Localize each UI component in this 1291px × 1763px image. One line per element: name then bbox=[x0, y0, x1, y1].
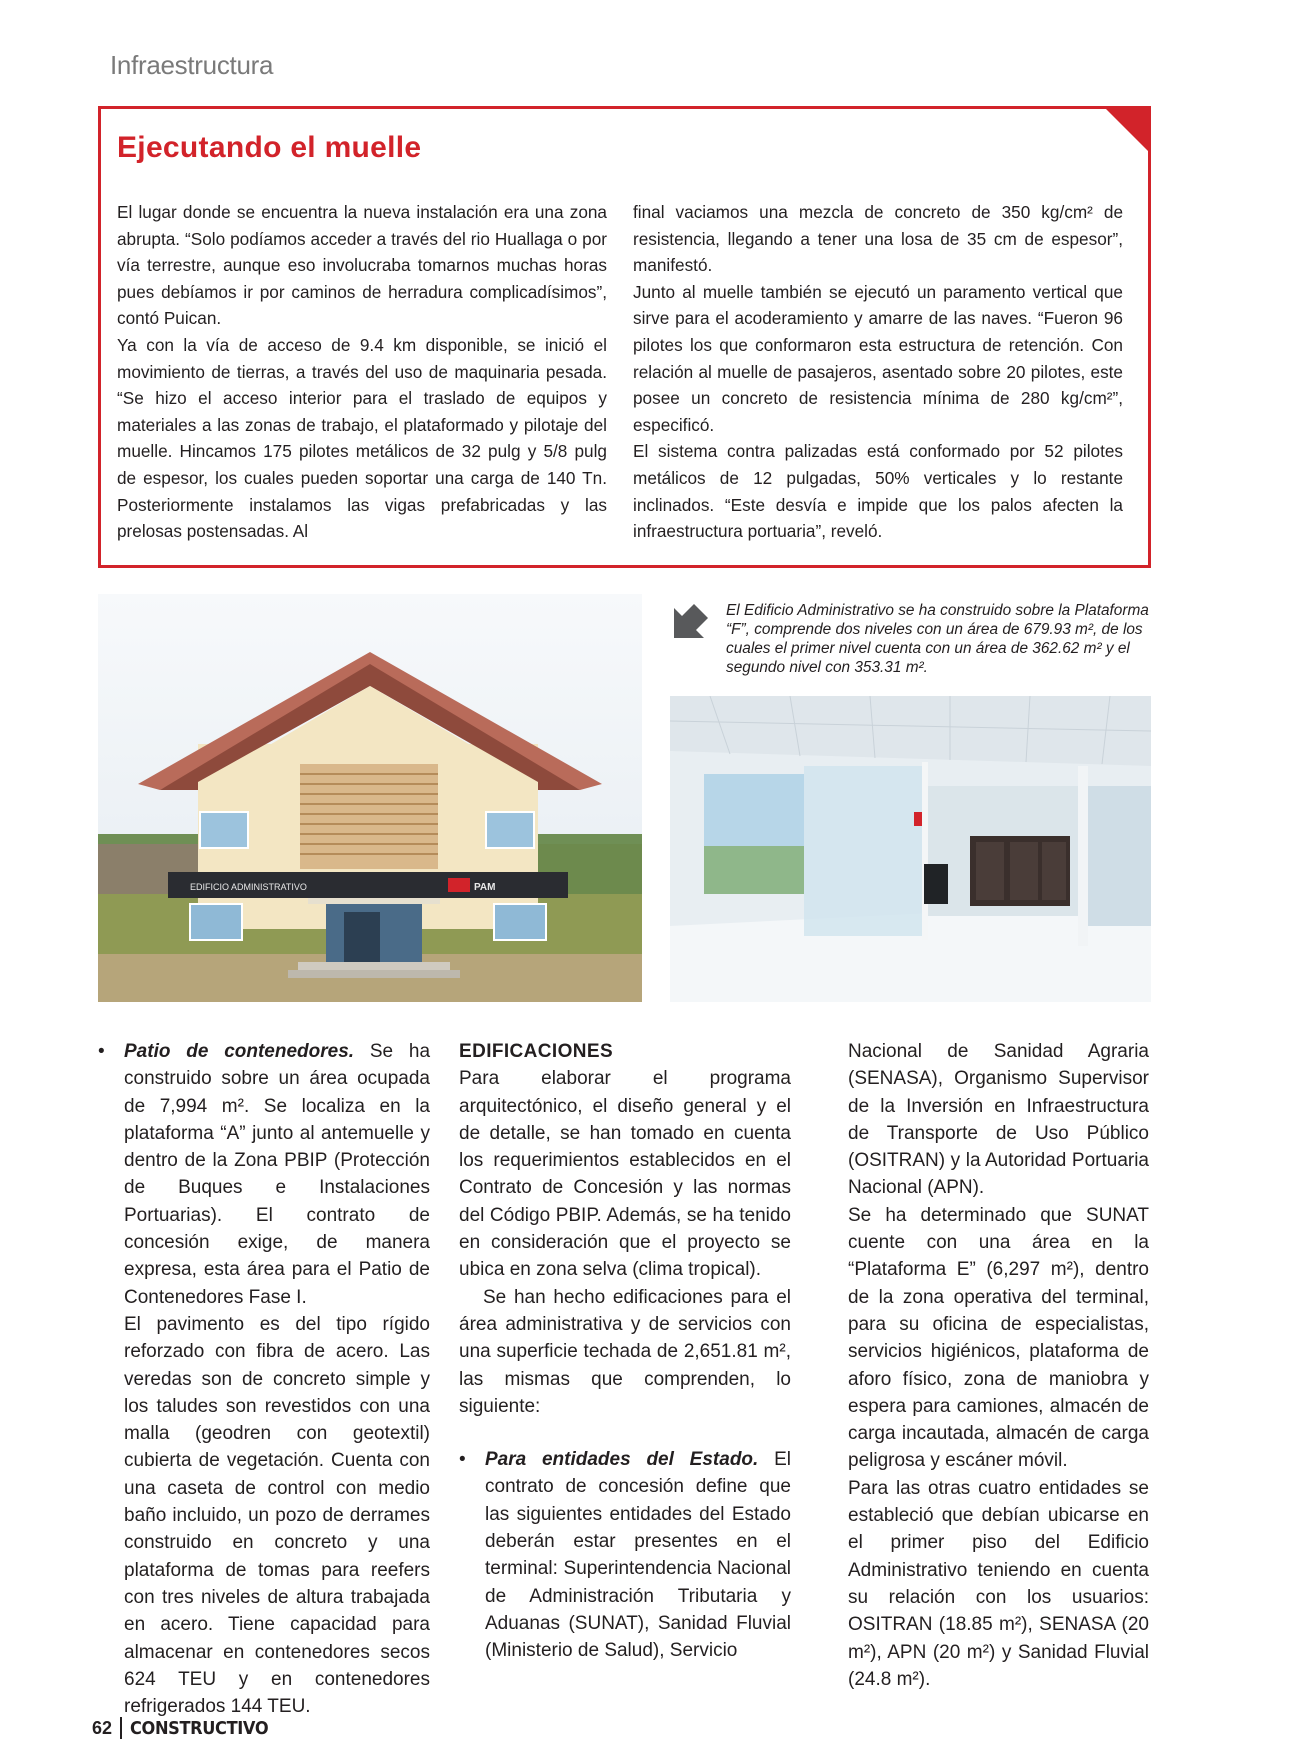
section-heading: EDIFICACIONES bbox=[459, 1041, 614, 1062]
bullet-icon: • bbox=[459, 1449, 466, 1471]
building-sign-left: EDIFICIO ADMINISTRATIVO bbox=[190, 882, 307, 892]
bullet-lead: Patio de contenedores. bbox=[124, 1041, 355, 1062]
box-paragraph: Ya con la vía de acceso de 9.4 km disponible, se inició el movimiento de tierras, a través del uso de maquinaria pesada. “Se hizo el acceso interior para el traslado de equipos y materiales a las zonas de trabajo, el plataformado y pilotaje del muelle. Hincamos 175 pilotes metálicos de 32 pulg y 5/8 pulg de espesor, los cuales pueden soportar una carga de 140 Tn. Posteriormente instalamos las vigas prefabricadas y las prelosas postensadas. Al bbox=[117, 334, 607, 542]
box-paragraph: final vaciamos una mezcla de concreto de 350 kg/cm² de resistencia, llegando a tener una losa de 35 cm de espesor”, manifestó. bbox=[633, 202, 1123, 276]
magazine-name: CONSTRUCTIVO bbox=[130, 1717, 269, 1739]
bullet-lead: Para entidades del Estado. bbox=[485, 1449, 759, 1471]
box-title: Ejecutando el muelle bbox=[117, 131, 422, 164]
footer-divider bbox=[120, 1717, 122, 1739]
page-footer bbox=[92, 1717, 284, 1739]
box-paragraph: Junto al muelle también se ejecutó un paramento vertical que sirve para el acoderamiento y amarre de las naves. “Fueron 96 pilotes los que conformaron esta estructura de retención. Con relación al muelle de pasajeros, asentado sobre 20 pilotes, este posee un concreto de resistencia mínima de 280 kg/cm²”, especificó. bbox=[633, 281, 1123, 435]
feature-box bbox=[98, 106, 1151, 568]
paragraph: Se ha determinado que SUNAT cuente con una área en la “Plataforma E” (6,297 m²), dentro de la zona operativa del terminal, para su oficina de especialistas, servicios higiénicos, plataforma de aforo físico, zona de maniobra y espera para camiones, almacén de carga incautada, almacén de carga peligrosa y escáner móvil. bbox=[848, 1204, 1149, 1472]
building-sign-right: PAM bbox=[474, 882, 496, 893]
text-column-3 bbox=[848, 1038, 1149, 1693]
section-label: Infraestructura bbox=[110, 50, 274, 80]
paragraph: Para elaborar el programa arquitectónico, el diseño general y el de detalle, se han tomado en cuenta los requerimientos establecidos en el Contrato de Concesión y las normas del Código PBIP. Además, se ha tenido en consideración que el proyecto se ubica en zona selva (clima tropical). bbox=[459, 1068, 791, 1281]
bullet-item bbox=[98, 1038, 430, 1720]
paragraph-text: El contrato de concesión define que las siguientes entidades del Estado deberán estar presentes en el terminal: Superintendencia Nacional de Administración Tributaria y Aduanas (SUNAT), Sanidad Fluvial (Ministerio de Salud), Servicio bbox=[485, 1449, 791, 1662]
paragraph: Para las otras cuatro entidades se estableció que debían ubicarse en el primer piso del Edificio Administrativo teniendo en cuenta su relación con los usuarios: OSITRAN (18.85 m²), SENASA (20 m²), APN (20 m²) y Sanidad Fluvial (24.8 m²). bbox=[848, 1477, 1149, 1690]
building-photo bbox=[98, 594, 642, 1002]
paragraph: El pavimento es del tipo rígido reforzado con fibra de acero. Las veredas son de concreto simple y los taludes son revestidos con una malla (geodren con geotextil) cubierta de vegetación. Cuenta con una caseta de control con medio baño incluido, un pozo de derrames construido en concreto y una plataforma de tomas para reefers con tres niveles de altura trabajada en acero. Tiene capacidad para almacenar en contenedores secos 624 TEU y en contenedores refrigerados 144 TEU. bbox=[124, 1313, 430, 1718]
page-number: 62 bbox=[92, 1717, 113, 1738]
arrow-down-left-icon bbox=[668, 602, 710, 644]
paragraph bbox=[124, 1038, 430, 1311]
bullet-item bbox=[459, 1446, 791, 1664]
text-column-2 bbox=[459, 1038, 791, 1665]
box-paragraph: El lugar donde se encuentra la nueva instalación era una zona abrupta. “Solo podíamos acceder a través del rio Huallaga o por vía terrestre, aunque eso involucraba tomarnos muchas horas pues debíamos ir por caminos de herradura complicadísimos”, contó Puican. bbox=[117, 202, 607, 329]
corner-triangle bbox=[1104, 107, 1150, 153]
paragraph: Nacional de Sanidad Agraria (SENASA), Organismo Supervisor de la Inversión en Infraestructura de Transporte de Uso Público (OSITRAN) y la Autoridad Portuaria Nacional (APN). bbox=[848, 1041, 1149, 1199]
interior-photo bbox=[670, 696, 1151, 1002]
paragraph bbox=[485, 1446, 791, 1664]
interior-illustration bbox=[670, 696, 1151, 1002]
photo-caption: El Edificio Administrativo se ha construido sobre la Plataforma “F”, comprende dos niveles con un área de 679.93 m², de los cuales el primer nivel cuenta con un área de 362.62 m² y el segundo nivel con 353.31 m². bbox=[726, 602, 1149, 676]
text-column-1 bbox=[98, 1038, 430, 1720]
bullet-icon: • bbox=[98, 1041, 105, 1062]
building-illustration bbox=[98, 594, 642, 1002]
box-paragraph: El sistema contra palizadas está conformado por 52 pilotes metálicos de 12 pulgadas, 50% verticales y lo restante inclinados. “Este desvía e impide que los palos afecten la infraestructura portuaria”, reveló. bbox=[633, 441, 1123, 542]
paragraph: Se han hecho edificaciones para el área administrativa y de servicios con una superficie techada de 2,651.81 m², las mismas que comprenden, lo siguiente: bbox=[459, 1286, 791, 1417]
box-column-left bbox=[117, 199, 607, 545]
box-column-right bbox=[633, 199, 1123, 545]
paragraph-text: Se ha construido sobre un área ocupada de 7,994 m². Se localiza en la plataforma “A” junto al antemuelle y dentro de la Zona PBIP (Protección de Buques e Instalaciones Portuarias). El contrato de concesión exige, de manera expresa, esta área para el Patio de Contenedores Fase I. bbox=[124, 1041, 431, 1308]
